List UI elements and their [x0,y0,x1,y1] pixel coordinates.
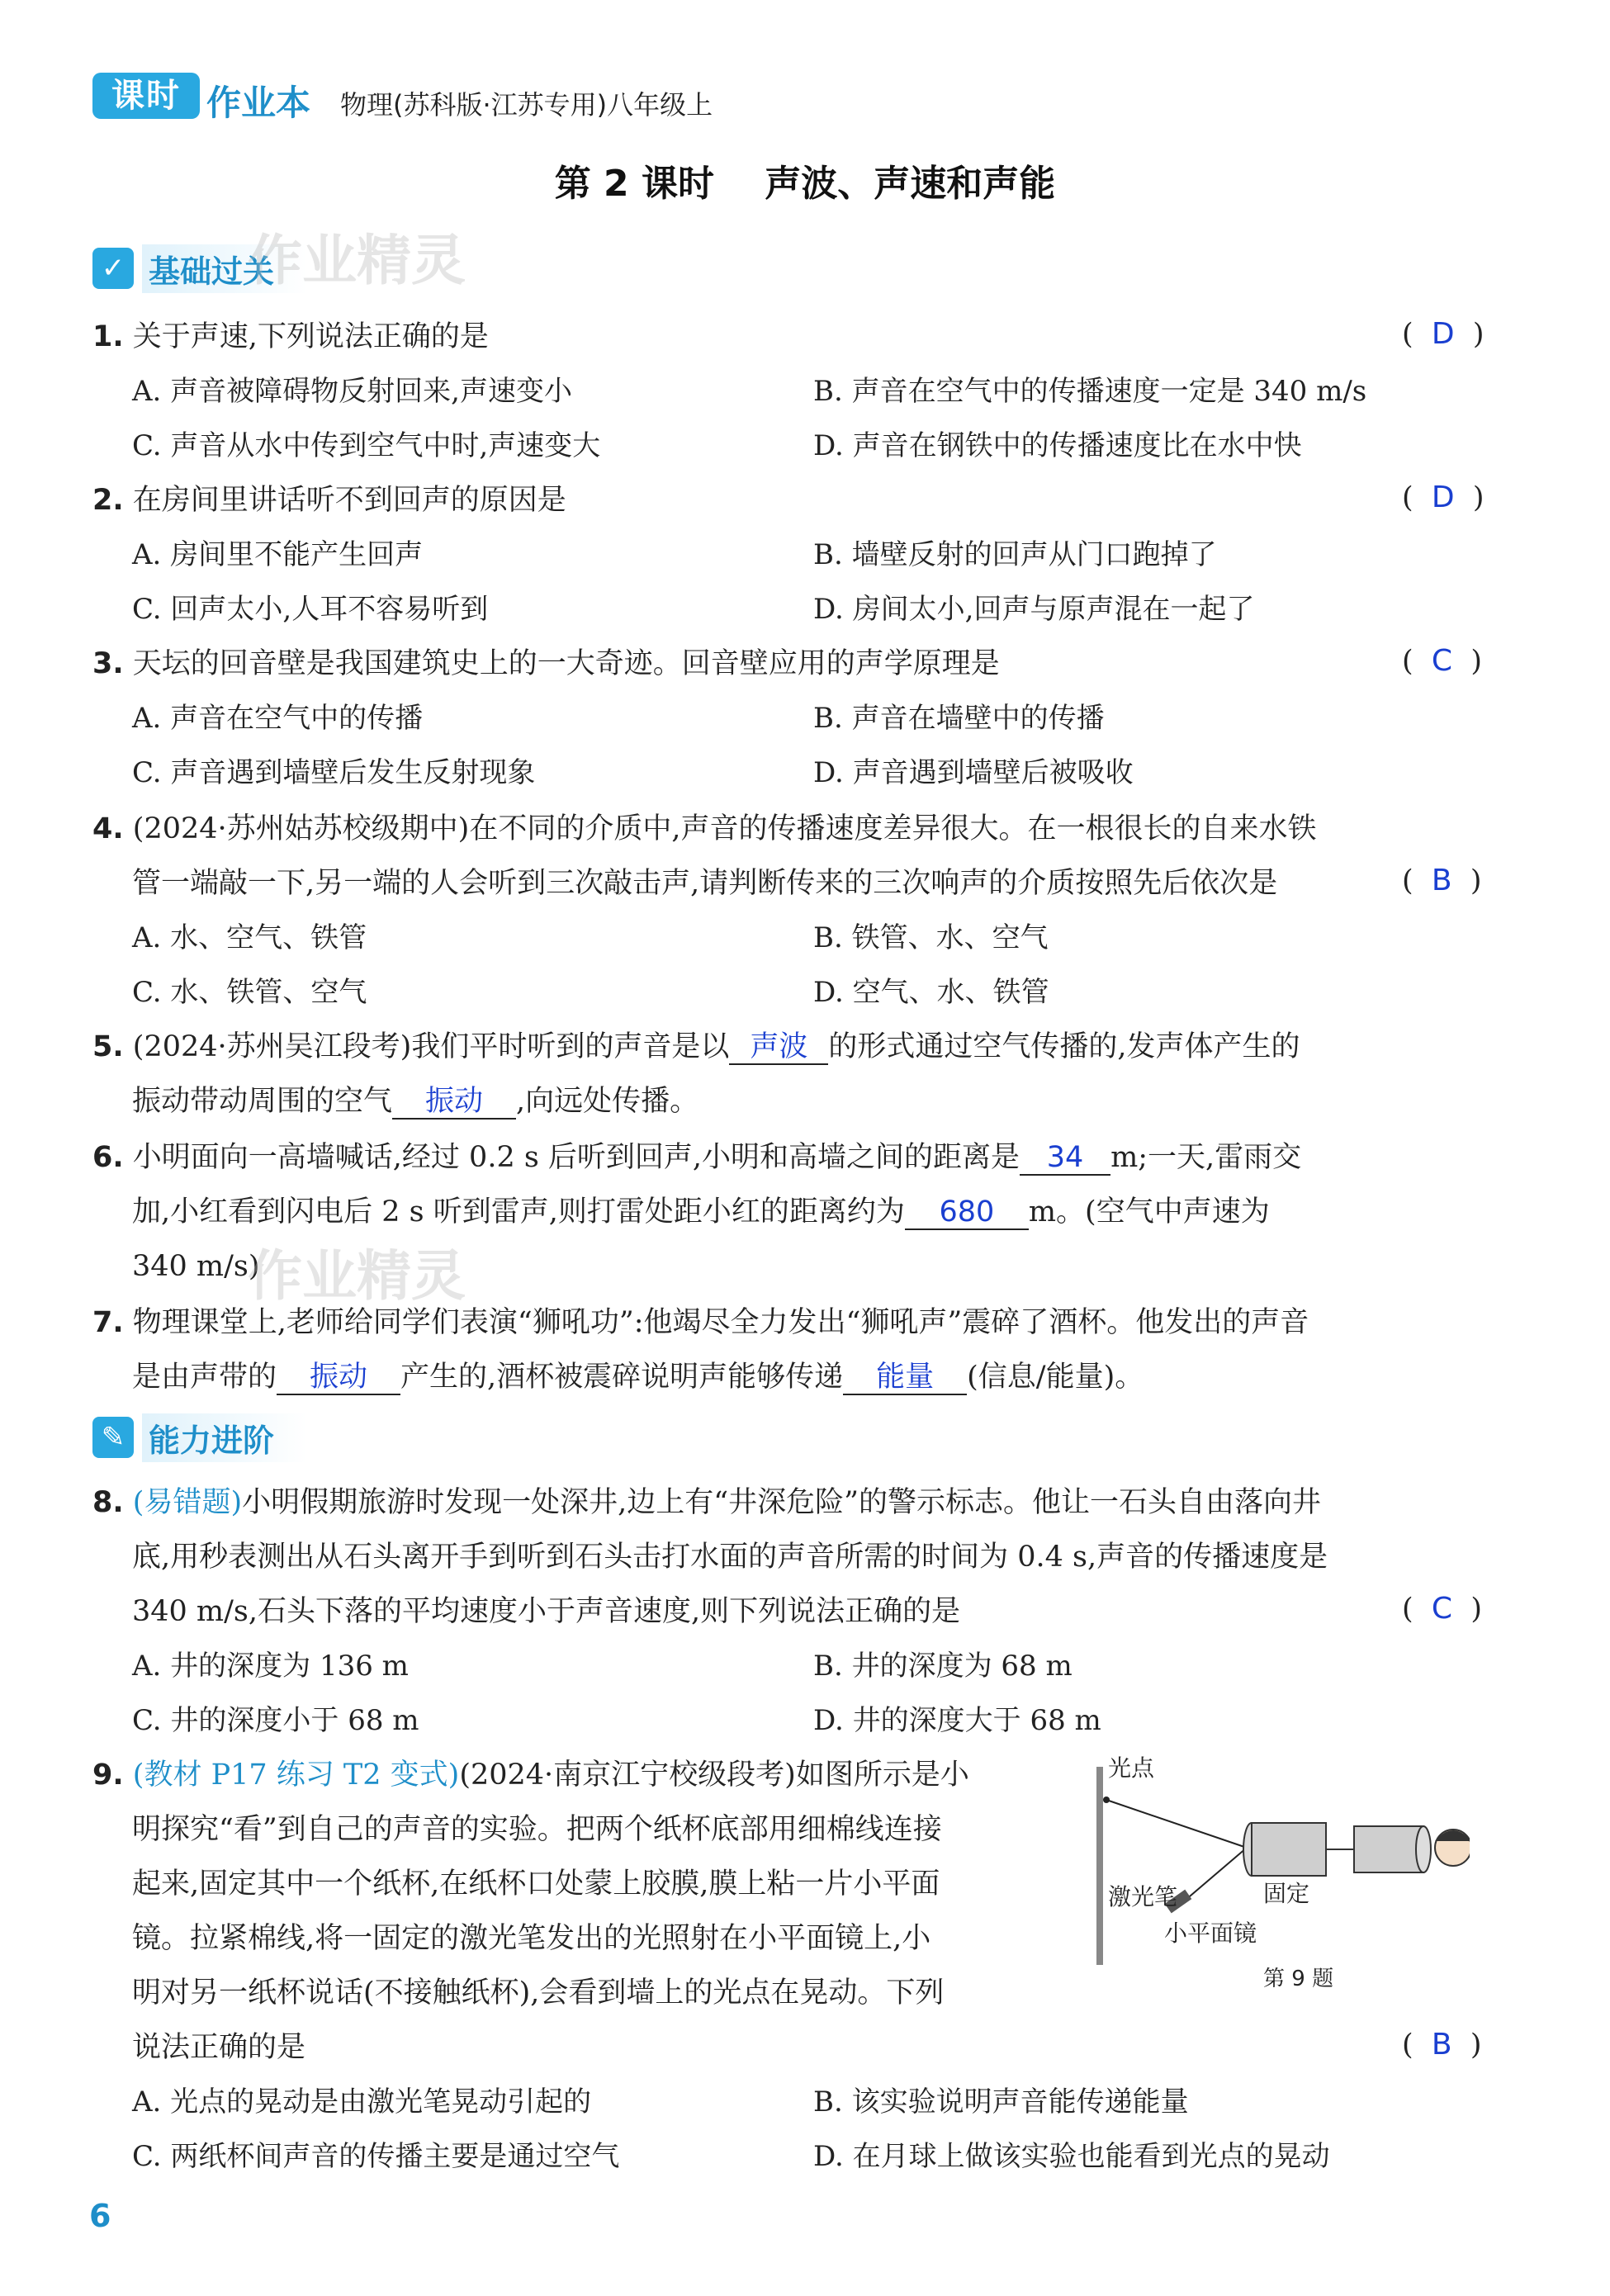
q4-stem-line1: 4. (2024·苏州姑苏校级期中)在不同的介质中,声音的传播速度差异很大。在一根很长的自来水铁 [92,812,1317,845]
q9-line5: 明对另一纸杯说话(不接触纸杯),会看到墙上的光点在晃动。下列 [132,1976,945,2010]
subject-label: 物理(苏科版·江苏专用)八年级上 [340,89,713,121]
q9-line4: 镜。拉紧棉线,将一固定的激光笔发出的光照射在小平面镜上,小 [132,1922,931,1955]
q8-line3: 340 m/s,石头下落的平均速度小于声音速度,则下列说法正确的是 [132,1595,961,1628]
q1-option-a: A. 声音被障碍物反射回来,声速变小 [132,375,572,408]
q3-option-d: D. 声音遇到墙壁后被吸收 [813,756,1134,789]
paper-cup-other-mouth [1416,1826,1431,1872]
q2-stem: 2. 在房间里讲话听不到回声的原因是 [92,484,566,517]
q4-option-d: D. 空气、水、铁管 [813,976,1049,1009]
figure-caption: 第 9 题 [1263,1967,1334,1991]
section-advanced-header [92,1413,307,1461]
watermark: 作业精灵 [248,1244,466,1308]
paper-cup-fixed [1252,1823,1326,1876]
q9-line1: 9. (教材 P17 练习 T2 变式)(2024·南京江宁校级段考)如图所示是小 [92,1759,969,1792]
q3-stem: 3. 天坛的回音壁是我国建筑史上的一大奇迹。回音壁应用的声学原理是 [92,647,1000,680]
page-number: 6 [89,2198,111,2234]
q2-option-b: B. 墙壁反射的回声从门口跑掉了 [813,538,1217,571]
q6-blank-2[interactable]: 680 [905,1195,1029,1230]
q1-option-d: D. 声音在钢铁中的传播速度比在水中快 [813,429,1302,462]
check-icon: ✓ [92,248,134,289]
q3-answer: ( C ) [1402,644,1482,678]
q7-line1: 7. 物理课堂上,老师给同学们表演“狮吼功”:他竭尽全力发出“狮吼声”震碎了酒杯。他发出的声音 [92,1306,1309,1339]
q4-option-a: A. 水、空气、铁管 [132,921,367,954]
q1-answer: ( D ) [1402,317,1485,351]
q2-option-d: D. 房间太小,回声与原声混在一起了 [813,593,1255,626]
figure-label-laser: 激光笔 [1108,1883,1178,1910]
q1-option-b: B. 声音在空气中的传播速度一定是 340 m/s [813,375,1367,408]
q4-option-b: B. 铁管、水、空气 [813,921,1049,954]
figure-label-light-spot: 光点 [1108,1754,1155,1782]
q5-blank-2[interactable]: 振动 [392,1085,516,1120]
q6-line3: 340 m/s) [132,1250,260,1283]
q9-line3: 起来,固定其中一个纸杯,在纸杯口处蒙上胶膜,膜上粘一片小平面 [132,1868,940,1901]
q8-option-b: B. 井的深度为 68 m [813,1650,1073,1683]
q5-blank-1[interactable]: 声波 [729,1030,828,1065]
q2-option-c: C. 回声太小,人耳不容易听到 [132,593,489,626]
watermark: 作业精灵 [248,229,466,292]
q1-stem: 1. 关于声速,下列说法正确的是 [92,320,489,353]
brand-logo: 课时 [92,73,200,119]
section-basic-label: 基础过关 [142,244,307,293]
q8-option-a: A. 井的深度为 136 m [132,1650,409,1683]
q6-blank-1[interactable]: 34 [1020,1141,1110,1176]
paper-cup-other [1354,1826,1423,1872]
laser-beam [1106,1800,1247,1848]
q7-blank-1[interactable]: 振动 [277,1361,400,1395]
wall [1096,1767,1103,1965]
q7-blank-2[interactable]: 能量 [843,1361,967,1395]
experiment-diagram [1090,1750,1470,1998]
q3-option-a: A. 声音在空气中的传播 [132,702,424,735]
q6-line1: 6. 小明面向一高墙喊话,经过 0.2 s 后听到回声,小明和高墙之间的距离是 34 m;一天,雷雨交 [92,1141,1302,1174]
q9-answer: ( B ) [1402,2028,1482,2062]
q5-line1: 5. (2024·苏州吴江段考)我们平时听到的声音是以 声波 的形式通过空气传播的,发声体产生的 [92,1030,1300,1063]
q9-option-b: B. 该实验说明声音能传递能量 [813,2085,1189,2118]
q9-line2: 明探究“看”到自己的声音的实验。把两个纸杯底部用细棉线连接 [132,1813,942,1846]
q9-figure [1090,1750,1470,1998]
q5-line2: 振动带动周围的空气 振动 ,向远处传播。 [132,1085,699,1118]
pencil-icon: ✎ [92,1417,134,1458]
q4-option-c: C. 水、铁管、空气 [132,976,367,1009]
q3-option-c: C. 声音遇到墙壁后发生反射现象 [132,756,536,789]
q6-line2: 加,小红看到闪电后 2 s 听到雷声,则打雷处距小红的距离约为 680 m。(空气中声速为 [132,1195,1270,1228]
q9-line6: 说法正确的是 [132,2031,306,2064]
q4-answer: ( B ) [1402,864,1482,897]
book-name: 作业本 [206,83,311,123]
q9-option-c: C. 两纸杯间声音的传播主要是通过空气 [132,2140,620,2173]
q9-option-d: D. 在月球上做该实验也能看到光点的晃动 [813,2140,1330,2173]
q3-option-b: B. 声音在墙壁中的传播 [813,702,1105,735]
q4-stem-line2: 管一端敲一下,另一端的人会听到三次敲击声,请判断传来的三次响声的介质按照先后依次是 [132,867,1278,900]
figure-label-mirror: 小平面镜 [1164,1920,1257,1947]
section-advanced-label: 能力进阶 [142,1413,307,1462]
q8-option-c: C. 井的深度小于 68 m [132,1704,419,1737]
q8-answer: ( C ) [1402,1592,1482,1626]
q8-line2: 底,用秒表测出从石头离开手到听到石头击打水面的声音所需的时间为 0.4 s,声音的传播速度是 [132,1541,1328,1574]
page-title: 第 2 课时 声波、声速和声能 [554,163,1056,205]
q2-option-a: A. 房间里不能产生回声 [132,538,424,571]
figure-label-fixed: 固定 [1263,1880,1310,1907]
q8-line1: 8. (易错题)小明假期旅游时发现一处深井,边上有“井深危险”的警示标志。他让一石头自由落向井 [92,1486,1322,1519]
q7-line2: 是由声带的 振动 产生的,酒杯被震碎说明声能够传递 能量 (信息/能量)。 [132,1361,1144,1394]
q1-option-c: C. 声音从水中传到空气中时,声速变大 [132,429,601,462]
q2-answer: ( D ) [1402,481,1485,514]
q9-option-a: A. 光点的晃动是由激光笔晃动引起的 [132,2085,592,2118]
q8-option-d: D. 井的深度大于 68 m [813,1704,1101,1737]
